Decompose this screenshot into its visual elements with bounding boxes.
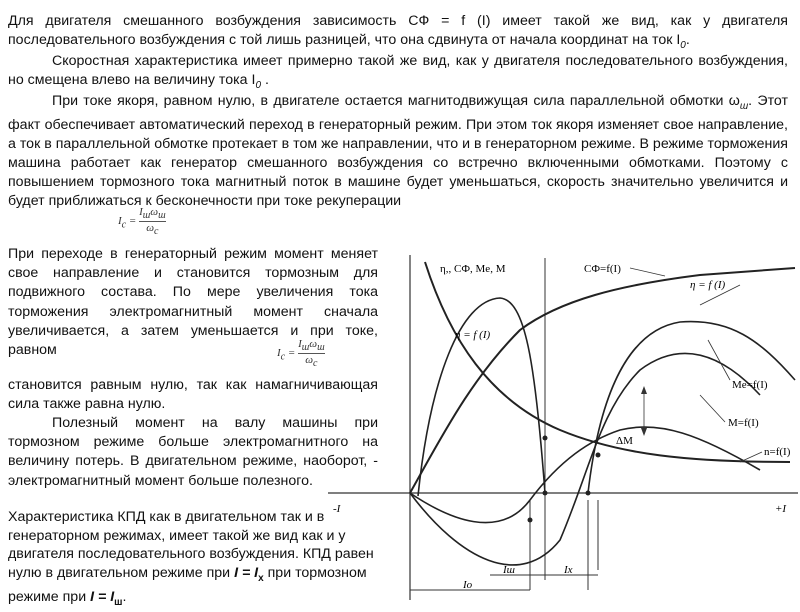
paragraph-3-text-b: . Этот факт обеспечивает автоматический переход в генераторный режим. При этом ток якоря изменяет свое направление, а ток в параллельной обмотке протекает в том же направлении, что и в генераторном режиме. В режиме торможения машина работает как генератор смешанного возбуждения со встречно включенными обмотками. Поэтому с повышением тормозного тока магнитный поток в машине будет уменьшаться, скорость значительно увеличится и будет приближаться к бесконечности при токе рекуперации (8, 93, 788, 209)
bottom-text-a: Характеристика КПД как в двигательном так и в генераторном режимах, имеет такой же вид как и у двигателя последовательного возбуждения. КПД равен нулю в двигательном режиме при (8, 509, 374, 581)
n-label: n=f(I) (764, 446, 791, 458)
formula-den-omega: ω (146, 222, 155, 235)
bottom-iw: I = I (90, 588, 115, 605)
left-formula-num-omega: ω (309, 338, 318, 350)
formula-num-i: I (139, 206, 143, 218)
y-axis-label: η,, СФ, Me, M (440, 263, 506, 275)
delta-m-arrow-head-down (641, 428, 647, 436)
x-right-label: +I (775, 503, 787, 515)
eta-left-label: η = f (I) (455, 329, 491, 341)
formula-lhs-sub: с (121, 219, 127, 231)
dot-5 (543, 436, 548, 441)
bottom-text-b: при тормозном режиме при (8, 564, 367, 605)
me-label: Me=f(I) (732, 379, 768, 391)
formula-num-omega: ω (150, 206, 159, 218)
paragraph-1-sub: 0 (680, 39, 686, 51)
paragraph-3-text-a: При токе якоря, равном нулю, в двигателе остается магнитодвижущая сила параллельной обмотки ω (52, 93, 740, 109)
paragraph-2-sub: 0 (255, 79, 262, 91)
eta-curve-generator (588, 322, 795, 493)
cf-label: СФ=f(I) (584, 263, 621, 275)
x-left-label: -I (333, 503, 341, 515)
formula-num-sub: ш (142, 210, 151, 222)
bottom-ix: I = I (234, 564, 259, 581)
dot-3 (528, 518, 533, 523)
paragraph-2-end: . (261, 72, 269, 88)
left-formula-num-i: I (298, 338, 302, 350)
left-formula-lhs: I (277, 347, 281, 360)
bottom-end: . (122, 588, 127, 605)
left-formula-den-sub: с (313, 358, 318, 370)
bottom-ix-sub: x (258, 572, 264, 584)
eta-right-label: η = f (I) (690, 279, 726, 291)
formula-eq: = (128, 215, 137, 228)
ix-label: Ix (564, 564, 573, 576)
paragraph-1-text: Для двигателя смешанного возбуждения зависимость СФ = f (I) имеет такой же вид, как у двигателя последовательного возбуждения с той лишь разницей, что она сдвинута от начала координат на ток I (8, 13, 788, 48)
left-paragraph-2: становится равным нулю, так как намагничивающая сила также равна нулю. (8, 377, 378, 413)
formula-num-sub2: ш (158, 210, 166, 222)
left-formula-num-sub: ш (301, 342, 310, 354)
delta-m-arrow-head-up (641, 386, 647, 394)
left-formula-lhs-sub: с (280, 351, 286, 363)
left-paragraph-3: Полезный момент на валу машины при тормозном режиме больше электромагнитного на величину потерь. В двигательном режиме, наоборот, - электромагнитный момент больше полезного. (8, 415, 378, 489)
dot-1 (543, 491, 548, 496)
dot-4 (596, 453, 601, 458)
leader-me (708, 340, 730, 380)
delta-m-label: ΔM (616, 435, 633, 447)
dot-2 (586, 491, 591, 496)
bottom-iw-sub: ш (114, 596, 123, 608)
paragraph-1-end: . (685, 32, 690, 48)
left-formula-den-omega: ω (305, 354, 314, 367)
formula-den-sub: с (154, 226, 159, 238)
left-formula-eq: = (287, 347, 296, 360)
paragraph-2-text: Скоростная характеристика имеет примерно такой же вид, как у двигателя последовательного возбуждения, но смещена влево на величину тока I (8, 53, 788, 88)
leader-cf (630, 268, 665, 276)
leader-m (700, 395, 725, 422)
iw-label: Iш (503, 564, 515, 576)
formula-lhs: I (118, 215, 122, 228)
left-formula-num-sub2: ш (317, 342, 325, 354)
io-label: Io (463, 579, 473, 591)
leader-n (740, 452, 762, 462)
left-paragraph-1: При переходе в генераторный режим момент меняет свое направление и становится тормозным для подвижного состава. По мере увеличения тока торможения электромагнитный момент сначала увеличивается, а затем уменьшается и при токе, равном (8, 246, 378, 359)
eta-curve-motor (418, 298, 545, 496)
m-label: M=f(I) (728, 417, 759, 429)
paragraph-3-sub: ш (739, 100, 749, 112)
